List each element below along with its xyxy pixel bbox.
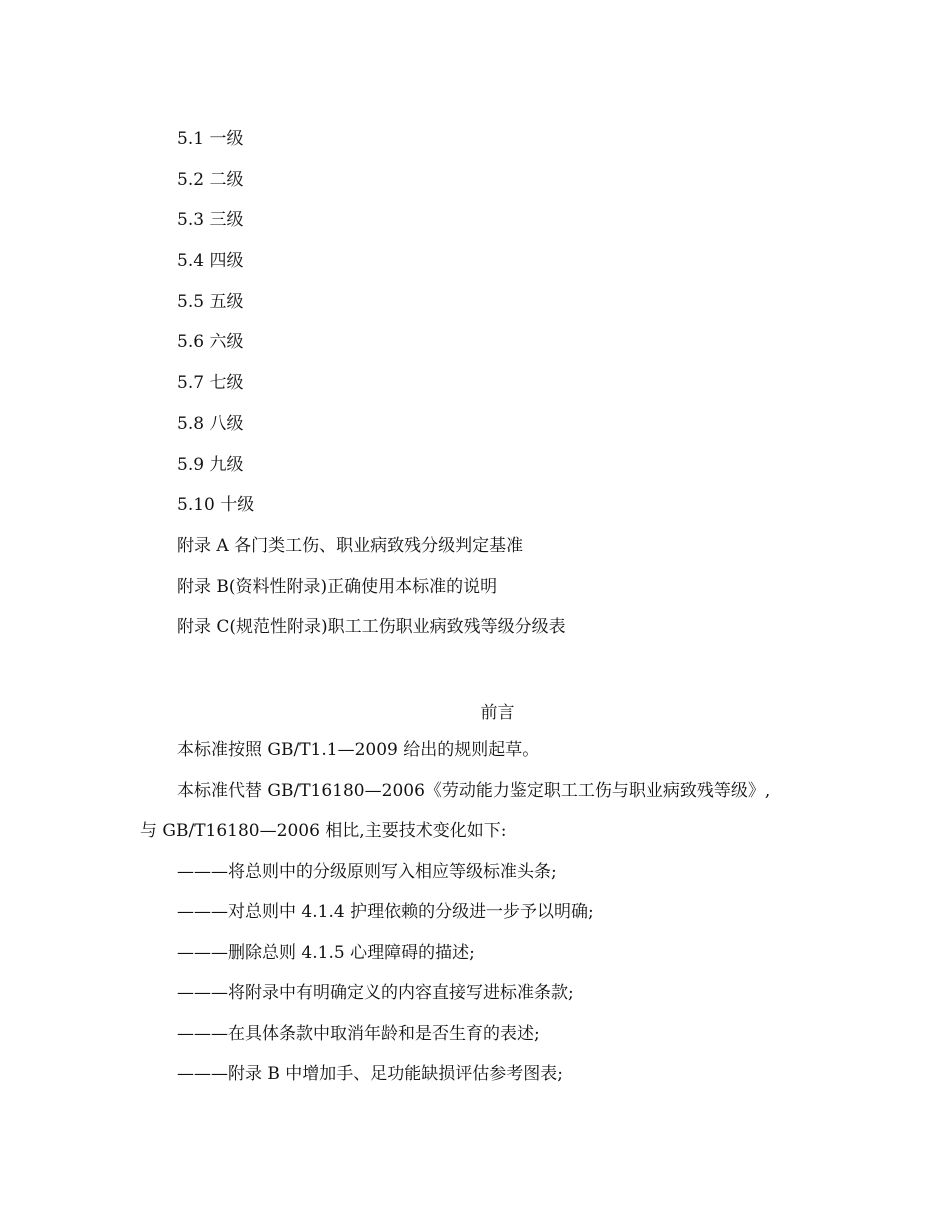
- toc-item: 5.10 十级: [177, 495, 255, 516]
- list-item: ———将总则中的分级原则写入相应等级标准头条;: [177, 861, 557, 882]
- toc-item: 5.8 八级: [177, 413, 244, 434]
- toc-item: 5.1 一级: [177, 129, 244, 149]
- toc-item: 5.6 六级: [177, 332, 244, 353]
- toc-item: 5.7 七级: [177, 373, 244, 394]
- toc-item: 5.9 九级: [177, 454, 244, 475]
- toc-item: 5.4 四级: [177, 251, 244, 272]
- preface-body: [140, 737, 840, 1102]
- toc-item: 附录 A 各门类工伤、职业病致残分级判定基准: [177, 535, 524, 556]
- list-item: ———将附录中有明确定义的内容直接写进标准条款;: [177, 983, 574, 1003]
- toc-item: 5.2 二级: [177, 169, 244, 190]
- preface-heading: [0, 700, 950, 726]
- toc-item: 5.5 五级: [177, 291, 244, 312]
- list-item: ———在具体条款中取消年龄和是否生育的表述;: [177, 1023, 540, 1044]
- paragraph: 本标准按照 GB/T1.1—2009 给出的规则起草。: [177, 740, 540, 760]
- list-item: ———删除总则 4.1.5 心理障碍的描述;: [177, 942, 475, 963]
- paragraph-continuation: 与 GB/T16180—2006 相比,主要技术变化如下:: [140, 821, 507, 841]
- toc-item: 附录 C(规范性附录)职工工伤职业病致残等级分级表: [177, 617, 566, 638]
- preface-title: 前言: [480, 703, 515, 723]
- list-item: ———对总则中 4.1.4 护理依赖的分级进一步予以明确;: [177, 902, 594, 922]
- paragraph: 本标准代替 GB/T16180—2006《劳动能力鉴定职工工伤与职业病致残等级》,: [177, 780, 771, 801]
- toc-item: 5.3 三级: [177, 210, 244, 231]
- toc-item: 附录 B(资料性附录)正确使用本标准的说明: [177, 576, 498, 597]
- table-of-contents: [177, 126, 877, 655]
- list-item: ———附录 B 中增加手、足功能缺损评估参考图表;: [177, 1064, 564, 1084]
